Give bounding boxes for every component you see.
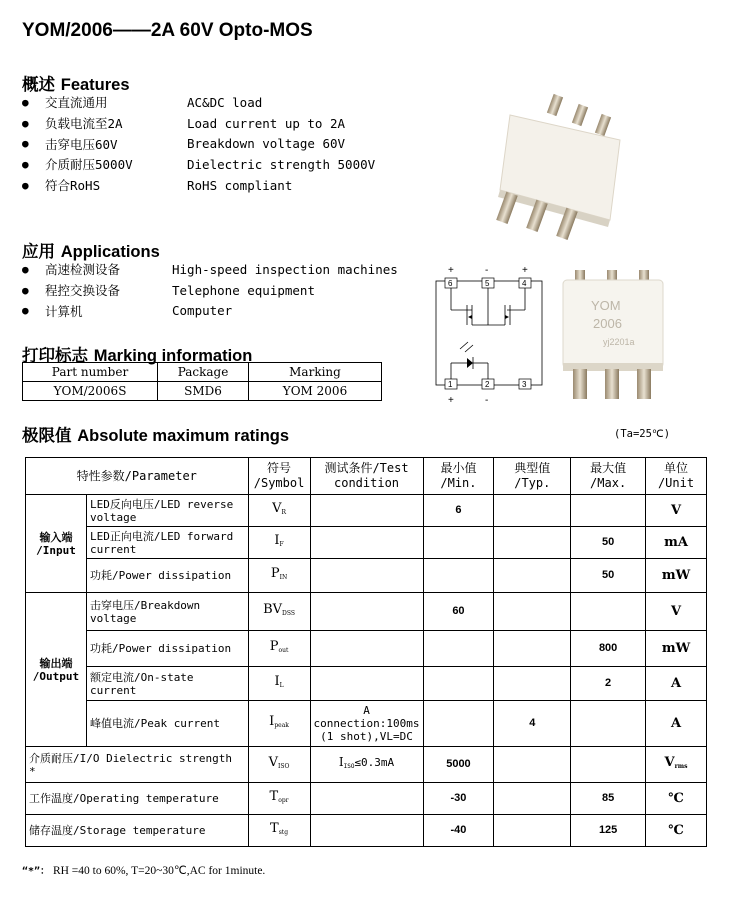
page-title: YOM/2006——2A 60V Opto-MOS: [22, 20, 313, 41]
list-item: ● 介质耐压5000V Dielectric strength 5000V: [22, 156, 376, 173]
applications-heading: 应用 Applications: [22, 242, 160, 261]
pin-number: 3: [522, 380, 527, 389]
circuit-diagram: [432, 265, 547, 405]
table-row: 介质耐压/I/O Dielectric strength * $V_{ISO}$ $I_{ISO}\le 0.3mA$ 5000 $V_{rms}$: [26, 747, 707, 783]
chip-photo-marked: [555, 265, 675, 415]
marking-table: [22, 362, 382, 401]
footnote: “*”： RH =40 to 60%, T=20~30℃,AC for 1minute.: [22, 865, 266, 877]
table-header-row: Part number Package Marking: [23, 363, 382, 382]
applications-list: [22, 259, 398, 321]
table-row: 功耗/Power dissipation $P_{out}$ 800 mW: [26, 631, 707, 667]
table-row: 工作温度/Operating temperature $T_{opr}$ -30 85 ℃: [26, 783, 707, 815]
list-item: ● 击穿电压60V Breakdown voltage 60V: [22, 136, 346, 152]
list-item: ● 符合RoHS RoHS compliant: [22, 177, 293, 194]
group-output: 输出端 /Output: [26, 593, 87, 747]
pin-number: 1: [448, 380, 453, 389]
table-row: LED正向电流/LED forward current $I_F$ 50 mA: [26, 527, 707, 559]
table-row: 峰值电流/Peak current $I_{peak}$ A connection:100ms (1 shot),VL=DC 4 A: [26, 701, 707, 747]
table-header-row: 特性参数/Parameter 符号 /Symbol 测试条件/Test condition 最小值 /Min. 典型值 /Typ. 最大值 /Max. 单位 /Unit: [26, 458, 707, 495]
pin-sign: -: [485, 395, 489, 405]
pin-sign: +: [448, 265, 454, 276]
chip-marking-line3: yj2201a: [603, 337, 635, 347]
pin-sign: +: [448, 395, 454, 405]
pin-sign: +: [522, 265, 528, 276]
features-heading: 概述 Features: [22, 75, 130, 94]
ratings-condition: (Ta=25℃): [614, 428, 671, 440]
table-row: 功耗/Power dissipation $P_{IN}$ 50 mW: [26, 559, 707, 593]
chip-marking-line2: 2006: [593, 316, 622, 331]
table-row: 输入端 /Input LED反向电压/LED reverse voltage $V_R$ 6 V: [26, 495, 707, 527]
list-item: ● 负载电流至2A Load current up to 2A: [22, 115, 346, 132]
pin-number: 5: [485, 279, 490, 288]
marking-heading: 打印标志 Marking information: [22, 346, 253, 365]
pin-sign: -: [485, 265, 489, 276]
group-input: 输入端 /Input: [26, 495, 87, 593]
list-item: ● 程控交换设备 Telephone equipment: [22, 282, 315, 299]
table-row: 额定电流/On-state current $I_L$ 2 A: [26, 667, 707, 701]
table-row: 储存温度/Storage temperature $T_{stg}$ -40 125 ℃: [26, 815, 707, 847]
chip-marking-line1: YOM: [591, 298, 621, 313]
chip-photo-top: [470, 85, 640, 245]
pin-number: 6: [448, 279, 453, 288]
ratings-heading: 极限值 Absolute maximum ratings: [22, 426, 290, 445]
ratings-table: [25, 457, 707, 847]
list-item: ● 高速检测设备 High-speed inspection machines: [22, 261, 398, 278]
features-list: [22, 92, 375, 195]
table-row: YOM/2006S SMD6 YOM 2006: [23, 382, 382, 401]
table-row: 输出端 /Output 击穿电压/Breakdown voltage $BV_{DSS}$ 60 V: [26, 593, 707, 631]
list-item: ● 交直流通用 AC&DC load: [22, 94, 263, 111]
pin-number: 2: [485, 380, 490, 389]
list-item: ● 计算机 Computer: [22, 303, 233, 319]
pin-number: 4: [522, 279, 527, 288]
